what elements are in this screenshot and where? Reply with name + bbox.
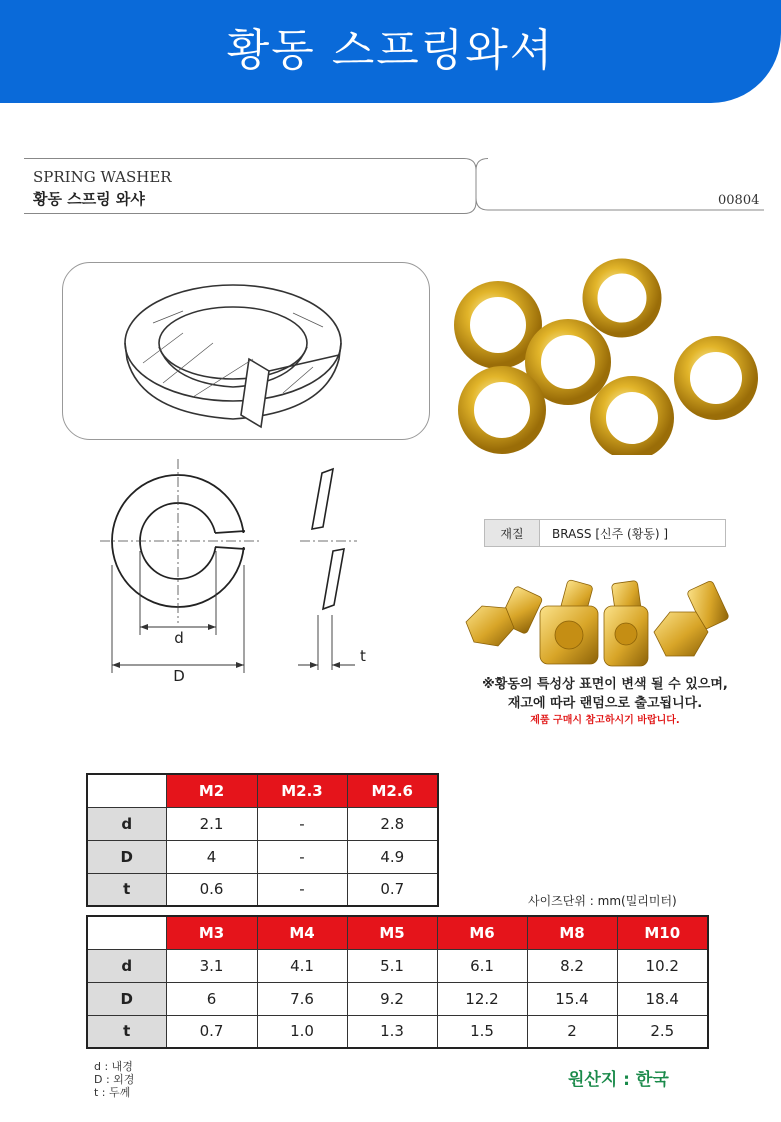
notice-line-3: 제품 구매시 참고하시기 바랍니다. [530, 715, 680, 726]
size-header: M3 [166, 916, 257, 949]
table-cell: 15.4 [527, 982, 617, 1015]
table-row [87, 982, 708, 1015]
row-header: d [87, 807, 166, 840]
table-cell: 4.1 [257, 949, 347, 982]
notice-line-1: ※황동의 특성상 표면이 변색 될 수 있으며, [482, 677, 728, 692]
technical-drawing [95, 455, 395, 690]
material-box [484, 519, 726, 547]
table-header-row [87, 774, 438, 807]
brass-washers [462, 266, 750, 452]
size-header: M2.3 [257, 774, 347, 807]
size-header: M2 [166, 774, 257, 807]
isometric-drawing-box [62, 262, 430, 440]
table-cell: 2.8 [347, 807, 438, 840]
table-cell: 2.5 [617, 1015, 708, 1048]
row-header: D [87, 982, 166, 1015]
table-cell: 12.2 [437, 982, 527, 1015]
table-cell: 7.6 [257, 982, 347, 1015]
table-cell: 5.1 [347, 949, 437, 982]
size-header: M6 [437, 916, 527, 949]
size-header: M10 [617, 916, 708, 949]
title-banner [0, 0, 781, 103]
size-header: M4 [257, 916, 347, 949]
table-row [87, 873, 438, 906]
row-header: D [87, 840, 166, 873]
size-header: M5 [347, 916, 437, 949]
table-cell: 0.7 [166, 1015, 257, 1048]
table-cell: 3.1 [166, 949, 257, 982]
country-of-origin: 원산지 : 한국 [568, 1070, 669, 1090]
row-header: t [87, 1015, 166, 1048]
page-title: 황동 스프링와셔 [226, 25, 555, 76]
table-cell: 0.7 [347, 873, 438, 906]
spec-table-large [86, 915, 709, 1049]
table-row [87, 1015, 708, 1048]
table-corner [87, 916, 166, 949]
table-cell: 8.2 [527, 949, 617, 982]
table-cell: 0.6 [166, 873, 257, 906]
brass-bolts-photo [458, 576, 740, 674]
dimension-d-label: d [174, 629, 184, 647]
material-value: BRASS [신주 (황동) ] [552, 526, 669, 541]
table-cell: 18.4 [617, 982, 708, 1015]
table-cell: - [257, 873, 347, 906]
size-header: M2.6 [347, 774, 438, 807]
spring-washer-sketch [63, 263, 431, 441]
table-row [87, 949, 708, 982]
legend-line-t: t : 두께 [94, 1086, 131, 1099]
spec-table-small [86, 773, 439, 907]
product-photo [440, 250, 770, 455]
dimension-legend [94, 1060, 134, 1099]
size-header: M8 [527, 916, 617, 949]
table-cell: 2.1 [166, 807, 257, 840]
table-row [87, 807, 438, 840]
product-code: 00804 [718, 193, 760, 208]
row-header: t [87, 873, 166, 906]
table-cell: 6 [166, 982, 257, 1015]
table-cell: 10.2 [617, 949, 708, 982]
row-header: d [87, 949, 166, 982]
table-cell: 1.3 [347, 1015, 437, 1048]
dimension-t-label: t [360, 647, 366, 665]
material-label: 재질 [485, 520, 540, 546]
legend-line-d: d : 내경 [94, 1060, 133, 1073]
table-cell: 2 [527, 1015, 617, 1048]
legend-line-D: D : 외경 [94, 1073, 135, 1086]
table-header-row [87, 916, 708, 949]
table-cell: 4 [166, 840, 257, 873]
table-cell: 4.9 [347, 840, 438, 873]
notice-line-2: 재고에 따라 랜덤으로 출고됩니다. [507, 696, 703, 711]
table-row [87, 840, 438, 873]
table-cell: 9.2 [347, 982, 437, 1015]
section-title-en: SPRING WASHER [33, 168, 172, 186]
table-cell: 6.1 [437, 949, 527, 982]
table-cell: - [257, 807, 347, 840]
table-cell: 1.0 [257, 1015, 347, 1048]
table-cell: 1.5 [437, 1015, 527, 1048]
section-title-ko: 황동 스프링 와샤 [33, 190, 145, 208]
table-corner [87, 774, 166, 807]
table-cell: - [257, 840, 347, 873]
unit-note: 사이즈단위 : mm(밀리미터) [528, 894, 677, 908]
notice-block [455, 675, 755, 729]
dimension-D-label: D [173, 667, 185, 685]
